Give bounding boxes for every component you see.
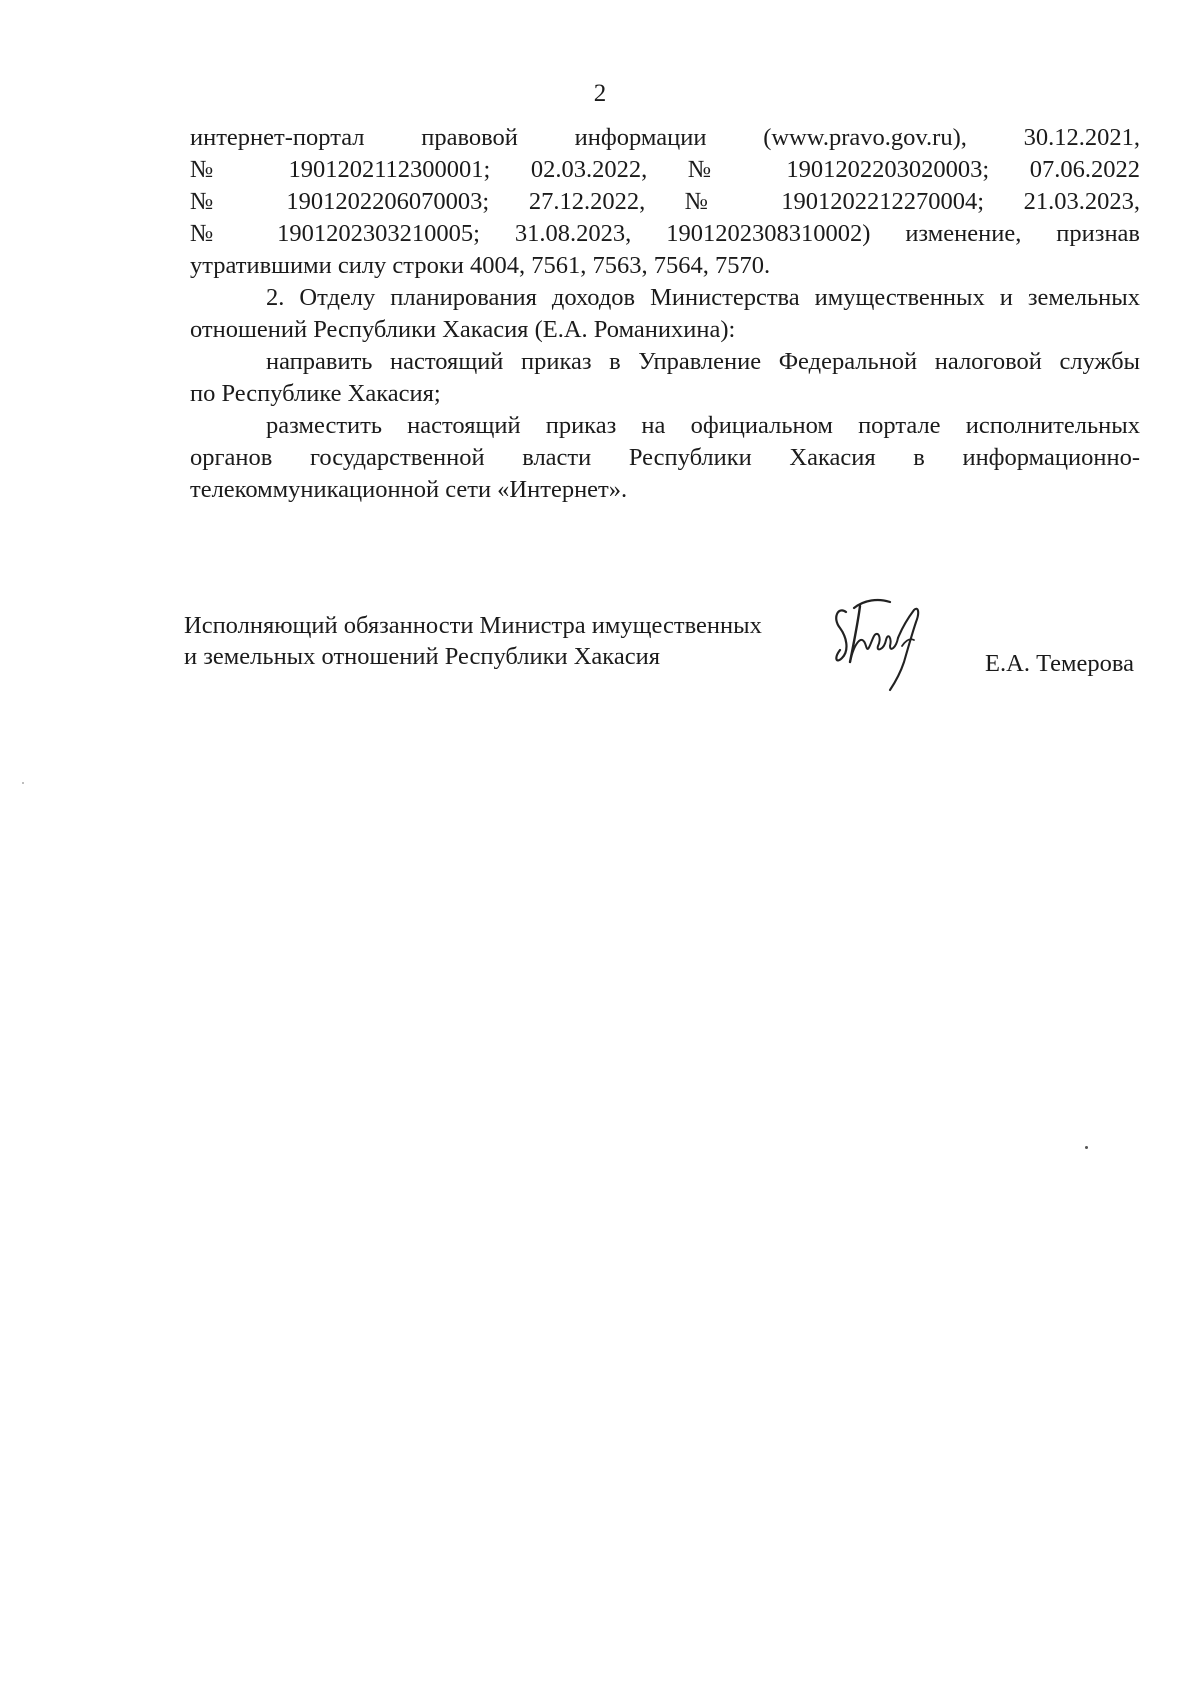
text-line: № 1901202303210005; 31.08.2023, 1901202308310002) изменение, признав: [190, 220, 1140, 247]
text-line: утратившими силу строки 4004, 7561, 7563, 7564, 7570.: [190, 252, 771, 279]
text-line: органов государственной власти Республики Хакасия в информационно-: [190, 444, 1140, 471]
text-line: направить настоящий приказ в Управление Федеральной налоговой службы: [266, 348, 1140, 375]
signer-name: Е.А. Темерова: [985, 650, 1134, 677]
scan-speck: [1085, 1146, 1088, 1149]
page-number: 2: [593, 80, 607, 107]
signer-title-line: Исполняющий обязанности Министра имущественных: [184, 612, 762, 639]
text-line: 2. Отделу планирования доходов Министерства имущественных и земельных: [266, 284, 1140, 311]
paragraph-publish-order: [190, 410, 1140, 506]
text-line: разместить настоящий приказ на официальном портале исполнительных: [266, 412, 1140, 439]
text-line: отношений Республики Хакасия (Е.А. Романихина):: [190, 316, 736, 343]
paragraph-send-order: [190, 346, 1140, 410]
text-line: телекоммуникационной сети «Интернет».: [190, 476, 628, 503]
text-line: интернет-портал правовой информации (www.pravo.gov.ru), 30.12.2021,: [190, 124, 1140, 151]
text-line: № 1901202112300001; 02.03.2022, № 1901202203020003; 07.06.2022: [190, 156, 1140, 183]
signer-title: [184, 610, 762, 672]
handwritten-signature: [824, 588, 944, 698]
signer-title-line: и земельных отношений Республики Хакасия: [184, 643, 660, 670]
paragraph-item-2: [190, 282, 1140, 346]
paragraph-continuation: [190, 122, 1140, 282]
text-line: № 1901202206070003; 27.12.2022, № 1901202212270004; 21.03.2023,: [190, 188, 1140, 215]
text-line: по Республике Хакасия;: [190, 380, 441, 407]
signature-block: [184, 610, 1144, 720]
document-body: [190, 122, 1140, 506]
scan-speck: [22, 782, 24, 784]
